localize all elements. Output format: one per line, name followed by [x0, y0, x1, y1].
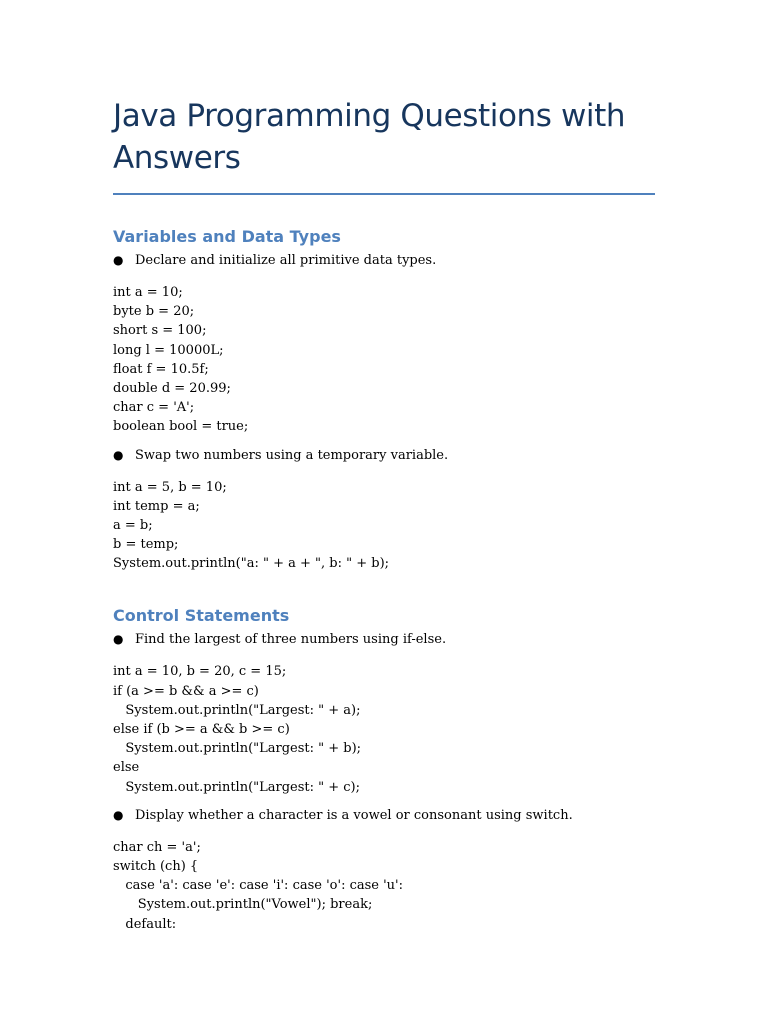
- question-text: Swap two numbers using a temporary variable.: [135, 447, 449, 463]
- code-line: case 'a': case 'e': case 'i': case 'o': case 'u':: [113, 878, 404, 894]
- question-item: [113, 251, 655, 437]
- code-line: System.out.println("Vowel"); break;: [113, 897, 373, 913]
- code-line: int a = 10, b = 20, c = 15;: [113, 664, 287, 680]
- question-bullet: [113, 630, 655, 649]
- code-line: System.out.println("Largest: " + a);: [113, 702, 361, 718]
- code-line: switch (ch) {: [113, 858, 199, 874]
- code-line: a = b;: [113, 517, 153, 533]
- code-line: long l = 10000L;: [113, 342, 224, 358]
- code-line: b = temp;: [113, 537, 179, 553]
- code-line: boolean bool = true;: [113, 419, 249, 435]
- question-text: Declare and initialize all primitive data types.: [135, 253, 437, 268]
- code-line: else: [113, 760, 140, 776]
- code-block: [113, 478, 655, 574]
- question-item: [113, 806, 655, 934]
- code-line: System.out.println("a: " + a + ", b: " + b);: [113, 556, 390, 572]
- document-title: Java Programming Questions with Answers: [113, 95, 655, 195]
- section-heading: Variables and Data Types: [113, 227, 341, 246]
- bullet-dot-icon: ●: [113, 447, 124, 462]
- code-line: default:: [113, 916, 177, 932]
- code-line: char c = 'A';: [113, 400, 195, 416]
- code-line: System.out.println("Largest: " + b);: [113, 741, 362, 757]
- code-line: short s = 100;: [113, 323, 207, 339]
- question-bullet: [113, 806, 655, 825]
- document-page: [113, 95, 655, 934]
- question-item: [113, 630, 655, 796]
- code-line: if (a >= b && a >= c): [113, 683, 259, 699]
- code-block: [113, 838, 655, 934]
- question-item: [113, 446, 655, 574]
- code-line: int a = 5, b = 10;: [113, 479, 227, 495]
- code-block: [113, 283, 655, 437]
- code-line: float f = 10.5f;: [113, 361, 209, 377]
- bullet-dot-icon: ●: [113, 253, 124, 267]
- section-heading: Control Statements: [113, 606, 290, 626]
- code-line: else if (b >= a && b >= c): [113, 722, 290, 737]
- code-line: byte b = 20;: [113, 304, 195, 320]
- question-bullet: [113, 251, 655, 270]
- question-text: Find the largest of three numbers using if-else.: [135, 632, 447, 648]
- question-text: Display whether a character is a vowel or consonant using switch.: [135, 807, 573, 823]
- question-bullet: [113, 446, 655, 465]
- code-line: int temp = a;: [113, 498, 200, 514]
- code-line: double d = 20.99;: [113, 380, 231, 396]
- code-block: [113, 662, 655, 796]
- code-line: char ch = 'a';: [113, 839, 201, 855]
- bullet-dot-icon: ●: [113, 807, 124, 822]
- code-line: int a = 10;: [113, 285, 183, 300]
- bullet-dot-icon: ●: [113, 632, 124, 647]
- code-line: System.out.println("Largest: " + c);: [113, 779, 361, 795]
